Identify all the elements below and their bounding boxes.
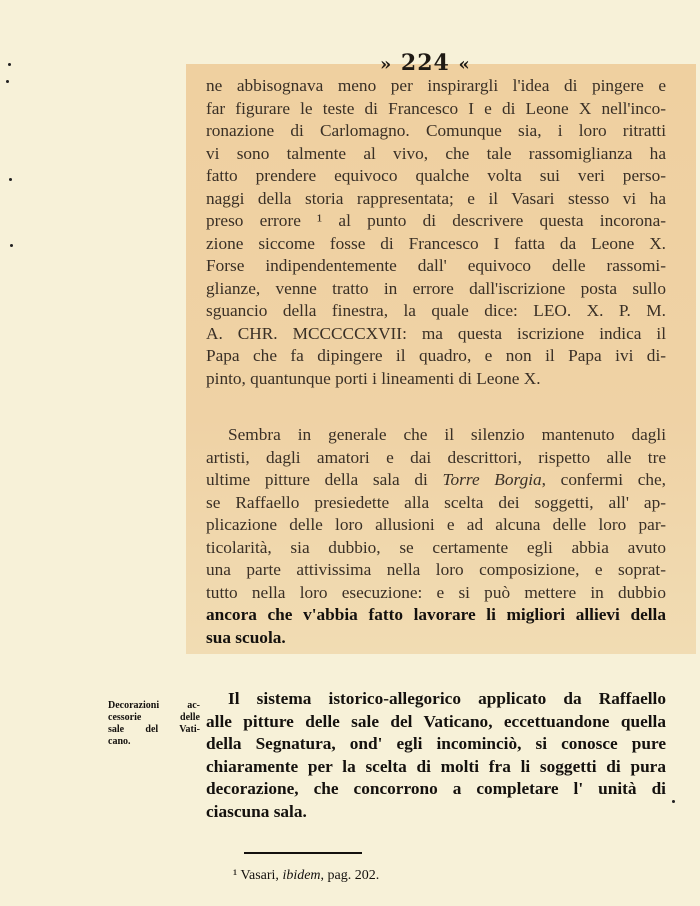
text-line: plicazione delle loro allusioni e ad alcuna delle loro par-	[206, 515, 666, 534]
footnote	[233, 868, 379, 884]
left-ornament: »	[380, 54, 393, 75]
text-line: Papa che fa dipingere il quadro, e non il Papa ivi di-	[206, 346, 666, 365]
scan-speck	[672, 800, 675, 803]
text-line: se Raffaello presiedette alla scelta dei soggetti, all' ap-	[206, 492, 666, 512]
margin-note-line: cano.	[108, 736, 131, 747]
scan-speck	[9, 178, 12, 181]
footnote-italic: ibidem	[282, 868, 321, 883]
text-line: pinto, quantunque porti i lineamenti di Leone X.	[206, 368, 541, 388]
text-line: decorazione, che concorrono a completare l' unità di	[206, 779, 666, 798]
text-line: Il sistema istorico-allegorico applicato da Raffaello	[228, 689, 666, 708]
text-span: , confermi che,	[541, 470, 666, 489]
text-line: preso errore ¹ al punto di descrivere questa incorona-	[206, 211, 666, 230]
text-line-with-italic	[206, 469, 666, 492]
text-line: sua scuola.	[206, 627, 286, 647]
text-line: Forse indipendentemente dall' equivoco delle rassomi-	[206, 256, 666, 275]
text-line: fatto prendere equivoco qualche volta sui veri perso-	[206, 166, 666, 185]
text-span: ultime pitture della sala di	[206, 470, 428, 489]
text-line: della Segnatura, ond' egli incominciò, si conosce pure	[206, 734, 666, 753]
text-line: far figurare le teste di Francesco I e di Leone X nell'inco-	[206, 98, 666, 118]
scan-speck	[8, 63, 11, 66]
paragraph-2	[206, 424, 666, 649]
margin-note-line: sale del Vati-	[108, 724, 200, 735]
text-line: tutto nella loro esecuzione: e si può mettere in dubbio	[206, 582, 666, 602]
right-ornament: «	[458, 54, 471, 75]
text-line: chiaramente per la scelta di molti fra li soggetti di pura	[206, 756, 666, 776]
footnote-divider	[244, 852, 362, 854]
page-header	[380, 50, 471, 76]
text-line: sguancio della finestra, la quale dice: LEO. X. P. M.	[206, 301, 666, 320]
text-line: Sembra in generale che il silenzio mantenuto dagli	[228, 425, 666, 444]
text-line: artisti, dagli amatori e dai descrittori, rispetto alle tre	[206, 447, 666, 467]
text-line: ciascuna sala.	[206, 801, 307, 821]
margin-note-line: Decorazioni ac-	[108, 700, 200, 711]
scan-speck	[10, 244, 13, 247]
text-line: naggi della storia rappresentata; e il Vasari stesso vi ha	[206, 188, 666, 208]
text-line: una parte attivissima nella loro composizione, e soprat-	[206, 560, 666, 579]
text-line: glianze, venne tratto in errore dall'iscrizione posta sullo	[206, 278, 666, 298]
text-line: ancora che v'abbia fatto lavorare li migliori allievi della	[206, 605, 666, 624]
paragraph-3	[206, 688, 666, 823]
text-line: alle pitture delle sale del Vaticano, eccettuandone quella	[206, 711, 666, 731]
footnote-suffix: , pag. 202.	[320, 868, 380, 883]
paragraph-1	[206, 75, 666, 390]
italic-place-name: Torre Borgia	[442, 470, 542, 489]
text-line: ronazione di Carlomagno. Comunque sia, i loro ritratti	[206, 121, 666, 140]
page-number: 224	[400, 50, 450, 76]
footnote-prefix: ¹ Vasari,	[233, 868, 279, 883]
margin-note	[108, 700, 200, 748]
text-line: ticolarità, sia dubbio, se certamente egli abbia avuto	[206, 537, 666, 557]
margin-note-line: cessorie delle	[108, 712, 200, 723]
text-line: vi sono talmente al vivo, che tale rassomiglianza ha	[206, 143, 666, 163]
scan-speck	[6, 80, 9, 83]
text-line: zione siccome fosse di Francesco I fatta da Leone X.	[206, 233, 666, 253]
text-line: ne abbisognava meno per inspirargli l'idea di pingere e	[206, 76, 666, 95]
text-line: A. CHR. MCCCCCXVII: ma questa iscrizione indica il	[206, 323, 666, 343]
